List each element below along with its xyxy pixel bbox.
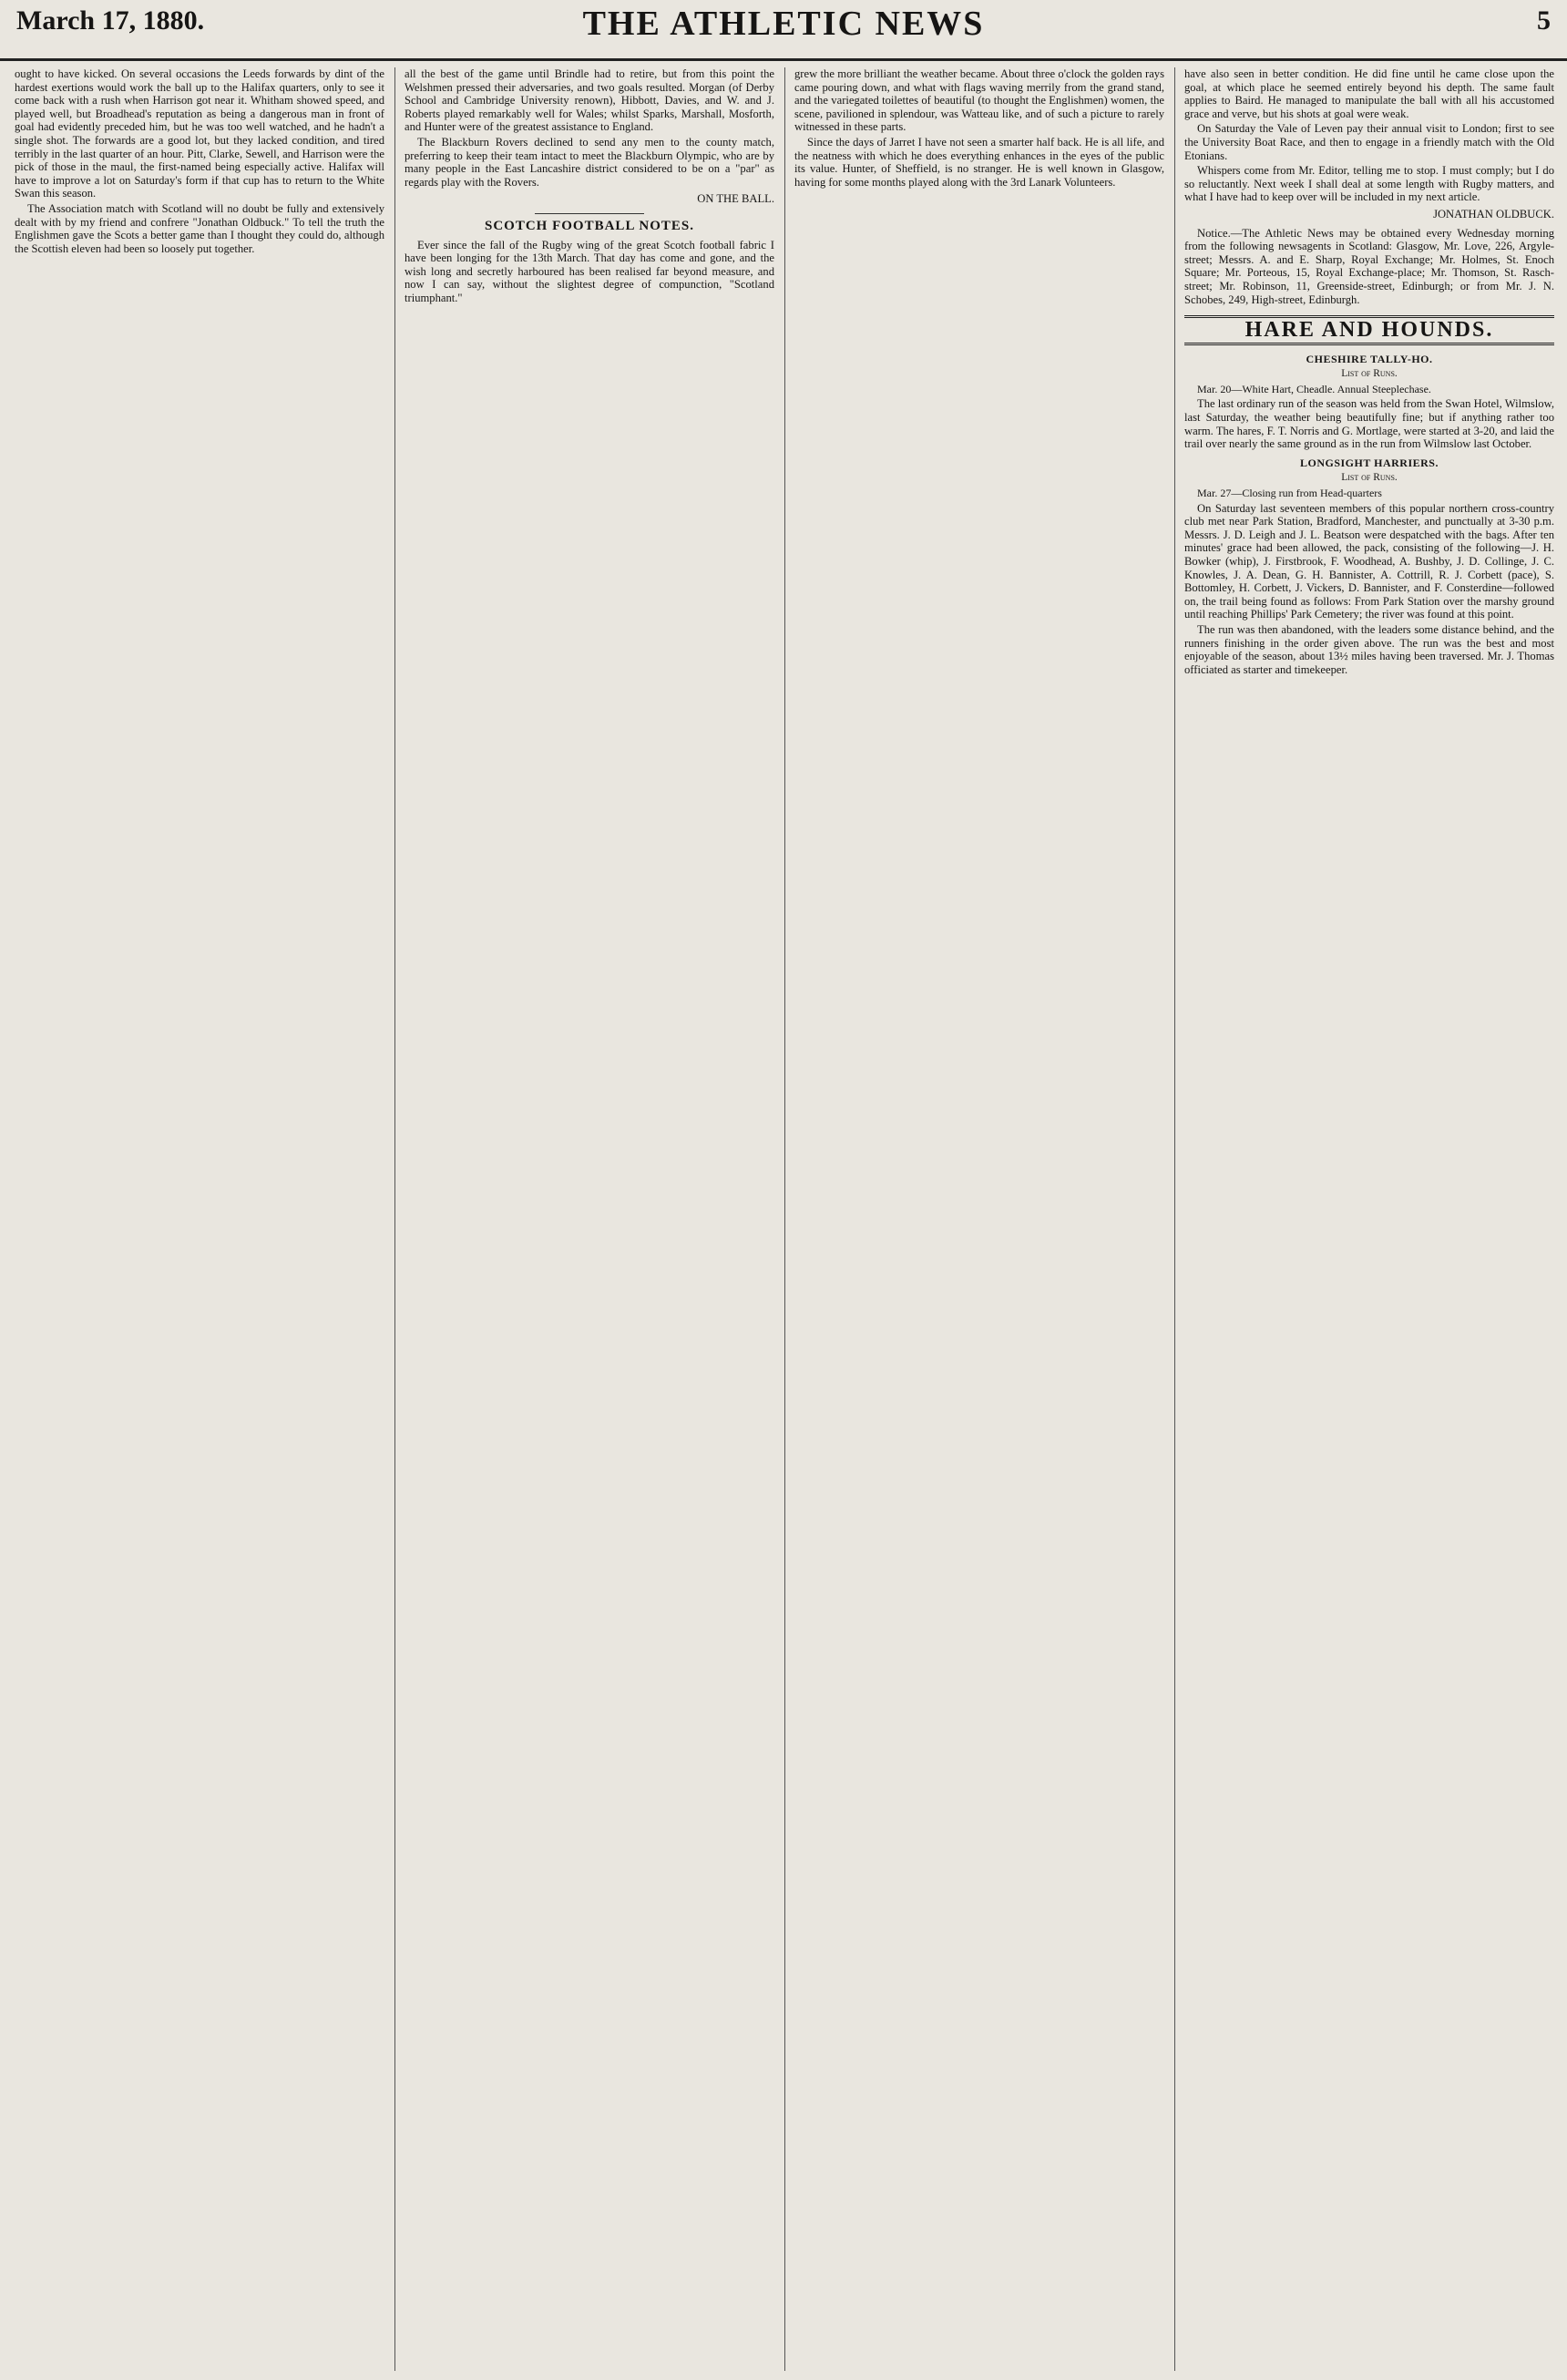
column-4: [1184, 67, 1554, 2371]
page-number: 5: [1537, 5, 1551, 36]
column-2: [405, 67, 774, 2371]
article-paragraph: ought to have kicked. On several occasions the Leeds forwards by dint of the hardest exertions would work the ball up to the Halifax quarters, only to see it come back with a rush when Harrison got near it. Whitham showed speed, and played well, but Broadhead's reputation as being a dangerous man in front of goal had evidently preceded him, but he was too well watched, and he hadn't a single shot. The forwards are a good lot, but they lacked condition, and tired terribly in the last quarter of an hour. Pitt, Clarke, Sewell, and Harrison were the pick of those in the maul, the first-named being especially active. Halifax will have to improve a lot on Saturday's form if that cup has to return to the White Swan this season.: [15, 67, 384, 200]
article-paragraph: all the best of the game until Brindle had to retire, but from this point the Welshmen pressed their adversaries, and two goals resulted. Morgan (of Derby School and Cambridge University renown), Hibbott, Davies, and W. and J. Roberts played remarkably well for Wales; whilst Sparks, Marshall, Mosforth, and Hunter were of the greatest assistance to England.: [405, 67, 774, 134]
club-report: The last ordinary run of the season was held from the Swan Hotel, Wilmslow, last Saturday, the weather being beautifully fine; but if anything rather too warm. The hares, F. T. Norris and G. Mortlage, were started at 3-20, and laid the trail over nearly the same ground as in the run from Wilmslow last October.: [1184, 397, 1554, 451]
club-report: On Saturday last seventeen members of this popular northern cross-country club met near Park Station, Bradford, Manchester, and punctually at 3-30 p.m. Messrs. J. D. Leigh and J. L. Beatson were despatched with the bags. After ten minutes' grace had been allowed, the pack, consisting of the following—J. H. Bowker (whip), J. Firstbrook, F. Woodhead, A. Bushby, J. D. Collinge, J. C. Knowles, J. A. Dean, G. H. Bannister, A. Cottrill, R. J. Corbett (pace), S. Bottomley, H. Corbett, J. Vickers, D. Bannister, and F. Consterdine—followed on, the trail being found as follows: From Park Station over the marshy ground until reaching Phillips' Park Cemetery; the river was found at this point.: [1184, 501, 1554, 621]
club-heading: CHESHIRE TALLY-HO.: [1306, 352, 1433, 365]
article-signature: JONATHAN OLDBUCK.: [1433, 207, 1554, 221]
article-heading: SCOTCH FOOTBALL NOTES.: [485, 218, 694, 233]
article-paragraph: On Saturday the Vale of Leven pay their annual visit to London; first to see the University Boat Race, and then to engage in a friendly match with the Old Etonians.: [1184, 122, 1554, 162]
issue-date: March 17, 1880.: [16, 5, 205, 36]
article-paragraph: The Association match with Scotland will no doubt be fully and extensively dealt with by my friend and confrere "Jonathan Oldbuck." To tell the truth the Englishmen gave the Scots a better game than I thought they could do, although the Scottish eleven had been so loosely put together.: [15, 201, 384, 255]
article-paragraph: Ever since the fall of the Rugby wing of the great Scotch football fabric I have been longing for the 13th March. That day has come and gone, and the wish long and secretly harboured has been realised far beyond measure, and now I can say, without the slightest degree of compunction, "Scotland triumphant.": [405, 238, 774, 304]
newsagent-notice: Notice.—The Athletic News may be obtained every Wednesday morning from the following newsagents in Scotland: Glasgow, Mr. Love, 226, Argyle-street; Messrs. A. and E. Sharp, Royal Exchange; Mr. Holmes, St. Enoch Square; Mr. Porteous, 15, Royal Exchange-place; Mr. Thomson, St. Rasch-street; Mr. Robinson, 11, Greenside-street, Edinburgh; or from Mr. J. N. Schobes, 249, High-street, Edinburgh.: [1184, 226, 1554, 306]
masthead: [0, 0, 1567, 61]
list-of-runs-label: List of Runs.: [1341, 472, 1398, 484]
column-divider: [394, 67, 395, 2371]
column-divider: [784, 67, 785, 2371]
list-of-runs-label: List of Runs.: [1341, 368, 1398, 380]
club-report: The run was then abandoned, with the leaders some distance behind, and the runners finishing in the order given above. The run was the best and most enjoyable of the season, about 13½ miles having been traversed. Mr. J. Thomas officiated as starter and timekeeper.: [1184, 622, 1554, 676]
section-heading: HARE AND HOUNDS.: [1184, 315, 1554, 345]
article-paragraph: have also seen in better condition. He did fine until he came close upon the goal, at which place he seemed entirely beyond his depth. The same fault applies to Baird. He managed to manipulate the ball with all his accustomed grace and verve, but his shots at goal were weak.: [1184, 67, 1554, 120]
article-signature: ON THE BALL.: [697, 192, 774, 206]
fixture-line: Mar. 27—Closing run from Head-quarters: [1197, 487, 1382, 500]
article-paragraph: The Blackburn Rovers declined to send any men to the county match, preferring to keep their team intact to meet the Blackburn Olympic, who are by many people in the East Lancashire district considered to be on a "par" as regards play with the Rovers.: [405, 135, 774, 189]
column-3: [794, 67, 1164, 2371]
column-divider: [1174, 67, 1175, 2371]
club-heading: LONGSIGHT HARRIERS.: [1300, 456, 1439, 469]
article-paragraph: grew the more brilliant the weather became. About three o'clock the golden rays came pouring down, and what with flags waving merrily from the grand stand, and the variegated toilettes of beautiful (to thought the Englishmen) women, the scene, pavilioned in splendour, was Watteau like, and of such a picture to rarely witnessed in these parts.: [794, 67, 1164, 134]
column-area: [15, 67, 1554, 2371]
article-paragraph: Whispers come from Mr. Editor, telling me to stop. I must comply; but I do so reluctantly. Next week I shall deal at some length with Rugby matters, and what I have had to keep over will be included in my next article.: [1184, 164, 1554, 204]
newspaper-title: THE ATHLETIC NEWS: [582, 5, 985, 43]
fixture-line: Mar. 20—White Hart, Cheadle. Annual Steeplechase.: [1197, 382, 1431, 395]
section-divider: [535, 213, 644, 214]
article-paragraph: Since the days of Jarret I have not seen a smarter half back. He is all life, and the neatness with which he does everything enhances in the eyes of the public its value. Hunter, of Sheffield, is no stranger. He is well known in Glasgow, having for some months played along with the 3rd Lanark Volunteers.: [794, 135, 1164, 189]
column-1: [15, 67, 384, 2371]
